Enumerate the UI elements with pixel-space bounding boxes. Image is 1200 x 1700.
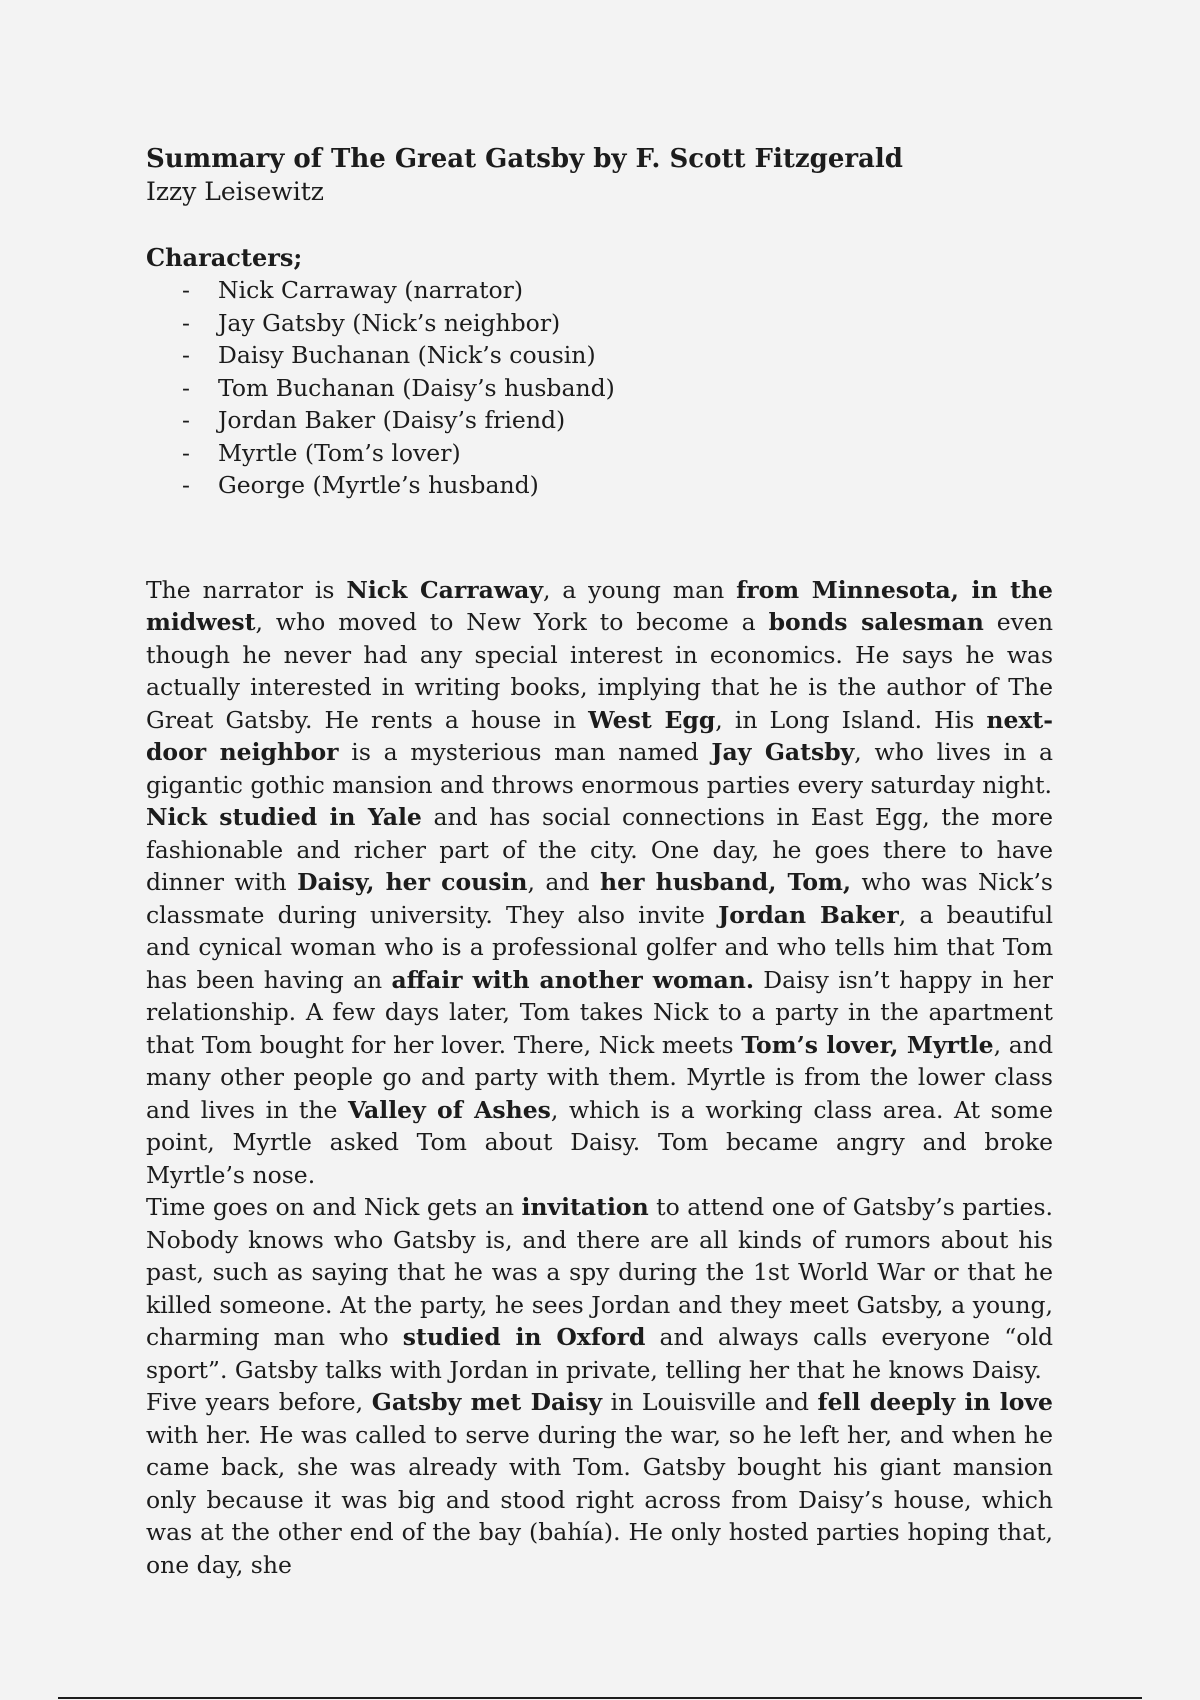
- bold-text: next-door neighbor: [146, 705, 1054, 766]
- summary-paragraph: [146, 574, 1053, 802]
- character-item: [146, 339, 1053, 372]
- bold-text: Nick studied in Yale: [146, 803, 422, 831]
- body-text: , and: [527, 868, 601, 896]
- bold-text: bonds salesman: [768, 608, 984, 636]
- body-text: , who moved to New York to become a: [255, 608, 769, 636]
- body-text: in Louisville and: [602, 1388, 818, 1416]
- characters-section: [146, 242, 1053, 502]
- body-text: even though he never had any special interest in economics. He says he was actually interested in writing books, implying that he is the author of The Great Gatsby. He rents a house in: [146, 608, 1053, 734]
- bold-text: invitation: [521, 1193, 649, 1221]
- character-name: Nick Carraway (narrator): [218, 276, 524, 304]
- bold-text: fell deeply in love: [817, 1388, 1054, 1416]
- character-item: [146, 274, 1053, 307]
- character-item: [146, 469, 1053, 502]
- list-bullet: -: [182, 438, 190, 467]
- body-text: to attend one of Gatsby’s parties. Nobody knows who Gatsby is, and there are all kinds of rumors about his past, such as saying that he was a spy during the 1st World War or that he killed someone. At the party, he sees Jordan and they meet Gatsby, a young, charming man who: [146, 1193, 1053, 1351]
- character-item: [146, 307, 1053, 340]
- list-bullet: -: [182, 373, 190, 402]
- list-bullet: -: [182, 276, 190, 304]
- body-text: , who lives in a gigantic gothic mansion and throws enormous parties every saturday night.: [146, 738, 1054, 799]
- body-text: The narrator is: [146, 575, 347, 604]
- character-name: Myrtle (Tom’s lover): [218, 438, 461, 467]
- character-name: George (Myrtle’s husband): [218, 471, 539, 499]
- body-text: , in Long Island. His: [715, 705, 987, 734]
- body-text: with her. He was called to serve during the war, so he left her, and when he came back, she was already with Tom. Gatsby bought his giant mansion only because it was big and stood right across from Daisy’s house, which was at the other end of the bay (bahía). He only hosted parties hoping that, one day, she: [146, 1420, 1053, 1579]
- characters-list: [146, 274, 1053, 502]
- character-item: [146, 437, 1053, 470]
- body-text: , a beautiful and cynical woman who is a professional golfer and who tells him that Tom has been having an: [146, 900, 1053, 994]
- body-text: who was Nick’s classmate during university. They also invite: [146, 868, 1053, 929]
- body-text: , and many other people go and party with them. Myrtle is from the lower class and lives in the: [146, 1030, 1053, 1124]
- bold-text: West Egg: [588, 705, 716, 734]
- body-text: , which is a working class area. At some point, Myrtle asked Tom about Daisy. Tom became angry and broke Myrtle’s nose.: [146, 1095, 1054, 1189]
- list-bullet: -: [182, 471, 190, 499]
- bold-text: Daisy, her cousin: [297, 868, 528, 896]
- bold-text: her husband, Tom,: [600, 868, 852, 896]
- bold-text: Gatsby met Daisy: [371, 1388, 602, 1416]
- document-title: Summary of The Great Gatsby by F. Scott Fitzgerald: [146, 144, 903, 174]
- character-name: Tom Buchanan (Daisy’s husband): [218, 373, 615, 402]
- character-item: [146, 372, 1053, 405]
- body-text: and has social connections in East Egg, the more fashionable and richer part of the city. One day, he goes there to have dinner with: [146, 803, 1053, 896]
- character-name: Jordan Baker (Daisy’s friend): [218, 406, 566, 434]
- character-name: Daisy Buchanan (Nick’s cousin): [218, 341, 596, 369]
- bold-text: Tom’s lover, Myrtle: [741, 1030, 994, 1059]
- body-text: Five years before,: [146, 1388, 372, 1416]
- bold-text: Jay Gatsby: [711, 738, 855, 766]
- summary-paragraph: [146, 1386, 1053, 1581]
- footer-divider: [58, 1697, 1142, 1699]
- body-text: is a mysterious man named: [338, 738, 712, 766]
- list-bullet: -: [182, 341, 190, 369]
- bold-text: Valley of Ashes: [347, 1095, 551, 1124]
- body-text: Time goes on and Nick gets an: [146, 1193, 522, 1221]
- document-page: [146, 142, 1053, 1581]
- bold-text: from Minnesota, in the midwest: [146, 575, 1053, 636]
- body-text: Daisy isn’t happy in her relationship. A few days later, Tom takes Nick to a party in the apartment that Tom bought for her lover. There, Nick meets: [146, 965, 1053, 1059]
- list-bullet: -: [182, 406, 190, 434]
- bold-text: Jordan Baker: [718, 900, 899, 929]
- bold-text: Nick Carraway: [346, 575, 543, 604]
- character-item: [146, 404, 1053, 437]
- bold-text: affair with another woman.: [391, 965, 754, 994]
- list-bullet: -: [182, 308, 190, 337]
- document-author: Izzy Leisewitz: [146, 177, 324, 206]
- body-text: and always calls everyone “old sport”. Gatsby talks with Jordan in private, telling her that he knows Daisy.: [146, 1323, 1053, 1384]
- summary-paragraph: [146, 801, 1053, 1191]
- summary-body: [146, 574, 1053, 1582]
- summary-paragraph: [146, 1191, 1053, 1386]
- character-name: Jay Gatsby (Nick’s neighbor): [218, 308, 561, 337]
- bold-text: studied in Oxford: [402, 1323, 646, 1351]
- characters-heading: Characters;: [146, 243, 303, 272]
- body-text: , a young man: [542, 575, 737, 604]
